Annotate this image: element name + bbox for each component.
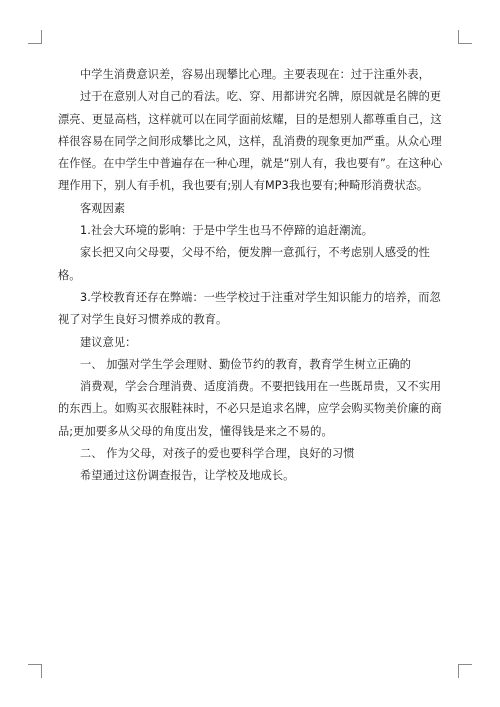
paragraph-comparison-psychology: 过于在意别人对自己的看法。吃、穿、用都讲究名牌，原因就是名牌的更漂亮、更显高档，这样就可以在同学面前炫耀，目的是想别人都尊重自己，这样很容易在同学之间形成攀比之风，这样，乱消费的现象更加严重。从众心理在作怪。在中学生中普遍存在一种心理，就是“别人有，我也要有”。在这种心理作用下，别人有手机，我也要有;别人有MP3我也要有;种畸形消费状态。 <box>58 90 443 193</box>
crop-mark-top-right <box>458 30 472 44</box>
paragraph-parents: 家长把又向父母要，父母不给，便发脾一意孤行，不考虑别人感受的性格。 <box>58 246 430 282</box>
heading-objective-factors: 客观因素 <box>80 201 126 215</box>
paragraph-social-environment: 1.社会大环境的影响：于是中学生也马不停蹄的追赶潮流。 <box>80 224 374 238</box>
crop-mark-top-left <box>28 30 42 44</box>
document-body <box>58 64 446 488</box>
suggestion-two: 二、 作为父母，对孩子的爱也要科学合理，良好的习惯 <box>80 447 355 461</box>
heading-suggestions: 建议意见： <box>80 335 137 349</box>
paragraph-conclusion: 希望通过这份调查报告，让学校及地成长。 <box>80 469 295 483</box>
paragraph-intro: 中学生消费意识差，容易出现攀比心理。主要表现在：过于注重外表， <box>80 68 430 81</box>
paragraph-school-education: 3.学校教育还存在弊端：一些学校过于注重对学生知识能力的培养，而忽视了对学生良好习惯养成的教育。 <box>58 290 441 327</box>
crop-mark-bottom-right <box>458 664 472 678</box>
suggestion-one: 一、 加强对学生学会理财、勤俭节约的教育，教育学生树立正确的 <box>80 357 411 371</box>
crop-mark-bottom-left <box>28 664 42 678</box>
paragraph-consumption-view: 消费观，学会合理消费、适度消费。不要把钱用在一些既昂贵，又不实用的东西上。如购买衣服鞋袜时，不必只是追求名牌，应学会购买物美价廉的商品;更加要多从父母的角度出发，懂得钱是来之不易的。 <box>58 380 442 438</box>
